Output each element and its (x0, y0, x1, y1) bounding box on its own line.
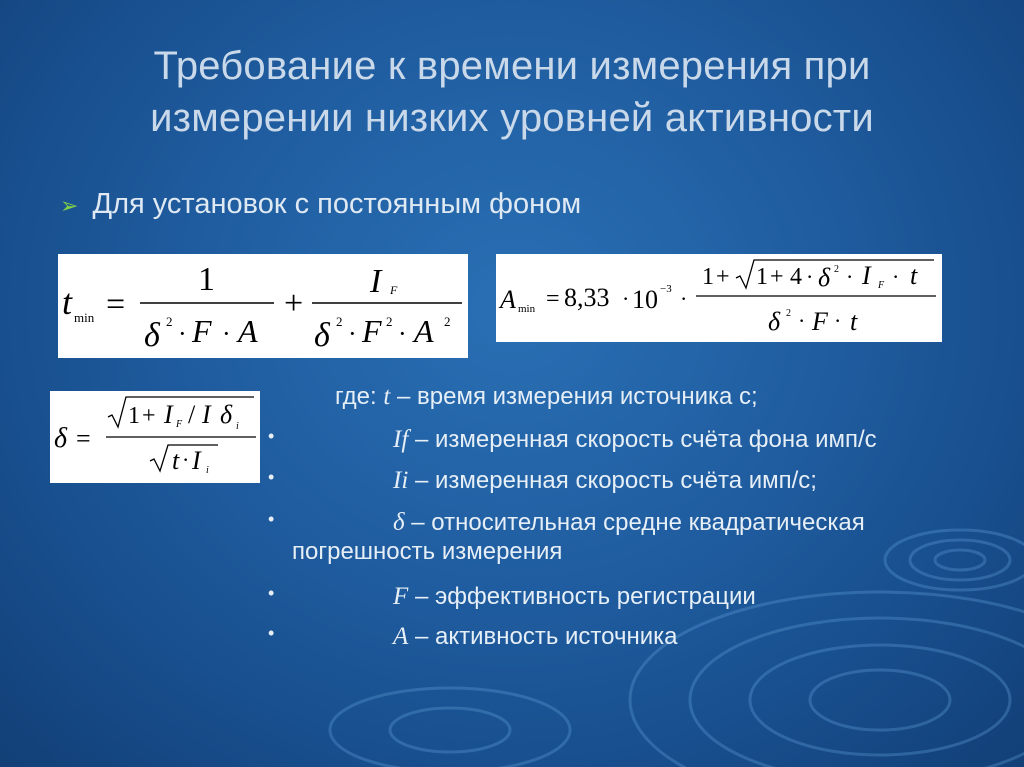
delta-plus: + (142, 403, 156, 429)
amin-den-exp: 2 (786, 308, 791, 319)
delta-I3-sub: i (206, 465, 209, 476)
where-line (335, 383, 758, 411)
tmin-f1-dot1: · (178, 319, 187, 348)
list-item-continuation: погрешность измерения (292, 538, 563, 565)
amin-lhs: A (500, 285, 516, 314)
amin-dot4: · (846, 264, 854, 289)
amin-dot3: · (806, 264, 814, 289)
delta-lhs: δ (54, 423, 68, 454)
amin-den-dot2: · (834, 308, 842, 333)
formula-delta (50, 391, 260, 483)
arrow-bullet-icon: ➢ (60, 193, 79, 218)
amin-ten: 10 (632, 285, 658, 314)
item-text: – активность источника (408, 623, 678, 650)
amin-den-delta: δ (768, 307, 781, 336)
tmin-f2-exp1: 2 (336, 314, 343, 329)
amin-den-dot1: · (798, 308, 806, 333)
tmin-f2-delta: δ (314, 317, 330, 354)
delta-dot: · (182, 447, 190, 472)
tmin-f2-F: F (362, 313, 382, 349)
delta-num-1: 1 (128, 403, 140, 429)
tmin-f1-num: 1 (198, 261, 215, 298)
delta-delta: δ (220, 400, 233, 429)
subheading-text: Для установок с постоянным фоном (92, 188, 582, 220)
delta-I1: I (164, 400, 173, 429)
amin-num-inner-1: 1 (756, 264, 768, 290)
amin-num-1: 1 (702, 264, 714, 290)
bullet-icon: • (268, 623, 275, 643)
tmin-f1-F: F (192, 313, 212, 349)
amin-delta-exp: 2 (834, 264, 839, 275)
delta-delta-sub: i (236, 421, 239, 432)
delta-slash: / (188, 400, 196, 429)
tmin-lhs-sub: min (74, 310, 95, 325)
delta-I2: I (202, 400, 211, 429)
amin-plus2: + (770, 264, 784, 290)
tmin-lhs: t (62, 282, 73, 322)
formula-amin (496, 254, 942, 342)
tmin-f2-exp3: 2 (444, 314, 451, 329)
amin-coef: 8,33 (564, 283, 610, 312)
amin-eq: = (546, 286, 560, 312)
formula-tmin (58, 254, 468, 358)
delta-I3: I (192, 446, 201, 475)
tmin-f1-A: A (238, 313, 258, 349)
delta-t: t (172, 446, 180, 475)
item-symbol: F (393, 583, 409, 610)
amin-den-F: F (812, 307, 828, 336)
tmin-f2-dot1: · (348, 319, 357, 348)
tmin-eq: = (106, 286, 126, 323)
amin-dot5: · (892, 264, 900, 289)
bullet-icon: • (268, 583, 275, 603)
tmin-f1-delta: δ (144, 317, 160, 354)
item-symbol: δ (393, 509, 405, 536)
tmin-f2-I-sub: F (390, 283, 398, 297)
amin-ten-exp: −3 (660, 283, 672, 295)
tmin-plus: + (284, 285, 304, 322)
amin-delta: δ (818, 263, 831, 292)
delta-I1-sub: F (176, 419, 183, 430)
tmin-f2-I: I (370, 263, 382, 300)
item-symbol: Ii (393, 467, 409, 494)
tmin-f1-exp: 2 (166, 314, 173, 329)
item-symbol: If (393, 426, 409, 453)
item-text: – измеренная скорость счёта имп/с; (408, 467, 817, 494)
where-text: – время измерения источника с; (390, 383, 758, 410)
item-text: – относительная средне квадратическая (404, 509, 865, 536)
tmin-f2-A: A (414, 313, 434, 349)
amin-dot1: · (622, 286, 630, 311)
amin-plus: + (716, 264, 730, 290)
tmin-f1-dot2: · (222, 319, 231, 348)
bullet-icon: • (268, 426, 275, 446)
amin-lhs-sub: min (518, 303, 536, 315)
item-text: – эффективность регистрации (408, 583, 756, 610)
item-text: – измеренная скорость счёта фона имп/с (408, 426, 877, 453)
bullet-icon: • (268, 509, 275, 529)
amin-four: 4 (790, 264, 802, 290)
delta-eq: = (76, 424, 91, 453)
amin-dot2: · (680, 286, 688, 311)
subheading (60, 188, 581, 221)
amin-I: I (862, 261, 871, 290)
where-prefix: где: (335, 383, 384, 410)
title-line-1: Требование к времени измерения при (153, 44, 871, 88)
bullet-icon: • (268, 467, 275, 487)
tmin-f2-dot2: · (398, 319, 407, 348)
title-line-2: измерении низких уровней активности (150, 96, 874, 140)
page-title (0, 40, 1024, 144)
amin-I-sub: F (878, 280, 885, 291)
amin-den-t: t (850, 307, 858, 336)
where-symbol: t (383, 383, 391, 410)
amin-t: t (910, 261, 918, 290)
item-symbol: A (393, 623, 409, 650)
tmin-f2-exp2: 2 (386, 314, 393, 329)
